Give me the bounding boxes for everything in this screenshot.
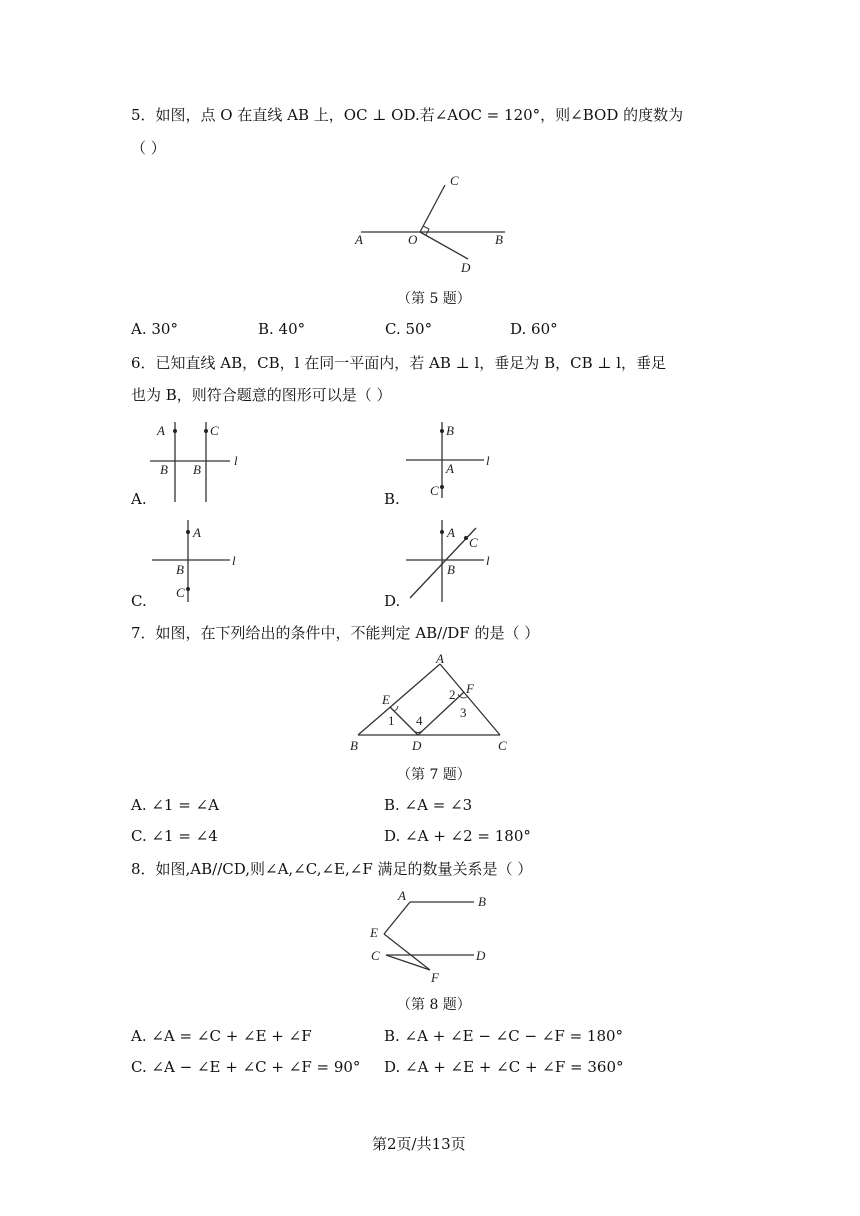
q6d-label-a: A bbox=[447, 525, 455, 540]
q7-label-f: F bbox=[466, 681, 474, 696]
q7-label-c: C bbox=[498, 738, 507, 753]
q7-label-3: 3 bbox=[460, 705, 467, 720]
q5-figure bbox=[345, 165, 515, 280]
q5-caption: （第 5 题） bbox=[397, 291, 471, 307]
q7-label-4: 4 bbox=[416, 713, 423, 728]
q8-label-b: B bbox=[478, 894, 486, 909]
ray-oc bbox=[420, 185, 445, 232]
q6b-label-l: l bbox=[486, 453, 490, 468]
q5-label-d: D bbox=[461, 260, 471, 275]
ray-od bbox=[420, 232, 468, 259]
q6-figure-d bbox=[402, 516, 502, 604]
q7-label-b: B bbox=[350, 738, 358, 753]
q6-option-d: D. bbox=[384, 592, 401, 610]
q6a-label-b1: B bbox=[160, 462, 168, 477]
q6-option-c: C. bbox=[131, 592, 147, 610]
q5-stem-line1: 5．如图，点 O 在直线 AB 上，OC ⊥ OD.若∠AOC = 120°，则∠BOD 的度数为 bbox=[131, 106, 684, 124]
q8-label-c: C bbox=[371, 948, 380, 963]
q6a-label-b2: B bbox=[193, 462, 201, 477]
q6b-label-b: B bbox=[446, 423, 454, 438]
q6b-label-c: C bbox=[430, 483, 439, 498]
q6d-label-l: l bbox=[486, 553, 490, 568]
q5-label-c: C bbox=[450, 173, 459, 188]
q7-figure bbox=[340, 650, 520, 756]
page-number: 第2页/共13页 bbox=[372, 1135, 466, 1153]
q6c-label-b: B bbox=[176, 562, 184, 577]
q8-option-d: D. ∠A + ∠E + ∠C + ∠F = 360° bbox=[384, 1058, 624, 1076]
q5-option-b: B. 40° bbox=[258, 320, 306, 338]
q6d-label-c: C bbox=[469, 535, 478, 550]
q6d-label-b: B bbox=[447, 562, 455, 577]
q6-stem-line1: 6．已知直线 AB，CB，l 在同一平面内，若 AB ⊥ l，垂足为 B，CB ⊥ l，垂足 bbox=[131, 354, 667, 372]
q7-label-1: 1 bbox=[388, 713, 395, 728]
q8-caption: （第 8 题） bbox=[397, 997, 471, 1013]
q8-option-a: A. ∠A = ∠C + ∠E + ∠F bbox=[131, 1027, 312, 1045]
q7-option-b: B. ∠A = ∠3 bbox=[384, 796, 473, 814]
q7-stem: 7．如图，在下列给出的条件中，不能判定 AB//DF 的是（ ） bbox=[131, 624, 540, 642]
q7-label-a: A bbox=[436, 651, 444, 666]
q5-label-o: O bbox=[408, 232, 418, 247]
q8-stem: 8．如图,AB//CD,则∠A,∠C,∠E,∠F 满足的数量关系是（ ） bbox=[131, 860, 533, 878]
q7-label-2: 2 bbox=[449, 687, 456, 702]
q7-option-d: D. ∠A + ∠2 = 180° bbox=[384, 827, 531, 845]
q6a-label-l: l bbox=[234, 453, 238, 468]
q7-option-c: C. ∠1 = ∠4 bbox=[131, 827, 218, 845]
q6-figure-b bbox=[402, 418, 502, 504]
q5-option-c: C. 50° bbox=[385, 320, 433, 338]
q8-figure bbox=[362, 884, 502, 988]
q6c-label-c: C bbox=[176, 585, 185, 600]
q7-option-a: A. ∠1 = ∠A bbox=[131, 796, 219, 814]
q6a-label-a: A bbox=[157, 423, 165, 438]
q6-option-a: A. bbox=[131, 490, 147, 508]
q6a-label-c: C bbox=[210, 423, 219, 438]
q8-label-f: F bbox=[431, 970, 439, 985]
q8-label-d: D bbox=[476, 948, 486, 963]
q6-figure-a bbox=[148, 418, 248, 506]
q6c-label-a: A bbox=[193, 525, 201, 540]
q8-option-c: C. ∠A − ∠E + ∠C + ∠F = 90° bbox=[131, 1058, 361, 1076]
q7-label-d: D bbox=[412, 738, 422, 753]
q5-label-a: A bbox=[355, 232, 363, 247]
q8-label-a: A bbox=[398, 888, 406, 903]
q6-stem-line2: 也为 B，则符合题意的图形可以是（ ） bbox=[131, 386, 392, 404]
q6-figure-c bbox=[148, 516, 248, 604]
q5-stem-line2: （ ） bbox=[131, 139, 166, 157]
q8-option-b: B. ∠A + ∠E − ∠C − ∠F = 180° bbox=[384, 1027, 624, 1045]
q7-label-e: E bbox=[382, 692, 390, 707]
q5-option-a: A. 30° bbox=[131, 320, 178, 338]
q7-caption: （第 7 题） bbox=[397, 767, 471, 783]
q6c-label-l: l bbox=[232, 553, 236, 568]
q8-label-e: E bbox=[370, 925, 378, 940]
q6-option-b: B. bbox=[384, 490, 400, 508]
q5-label-b: B bbox=[495, 232, 503, 247]
q5-option-d: D. 60° bbox=[510, 320, 558, 338]
q6b-label-a: A bbox=[446, 461, 454, 476]
